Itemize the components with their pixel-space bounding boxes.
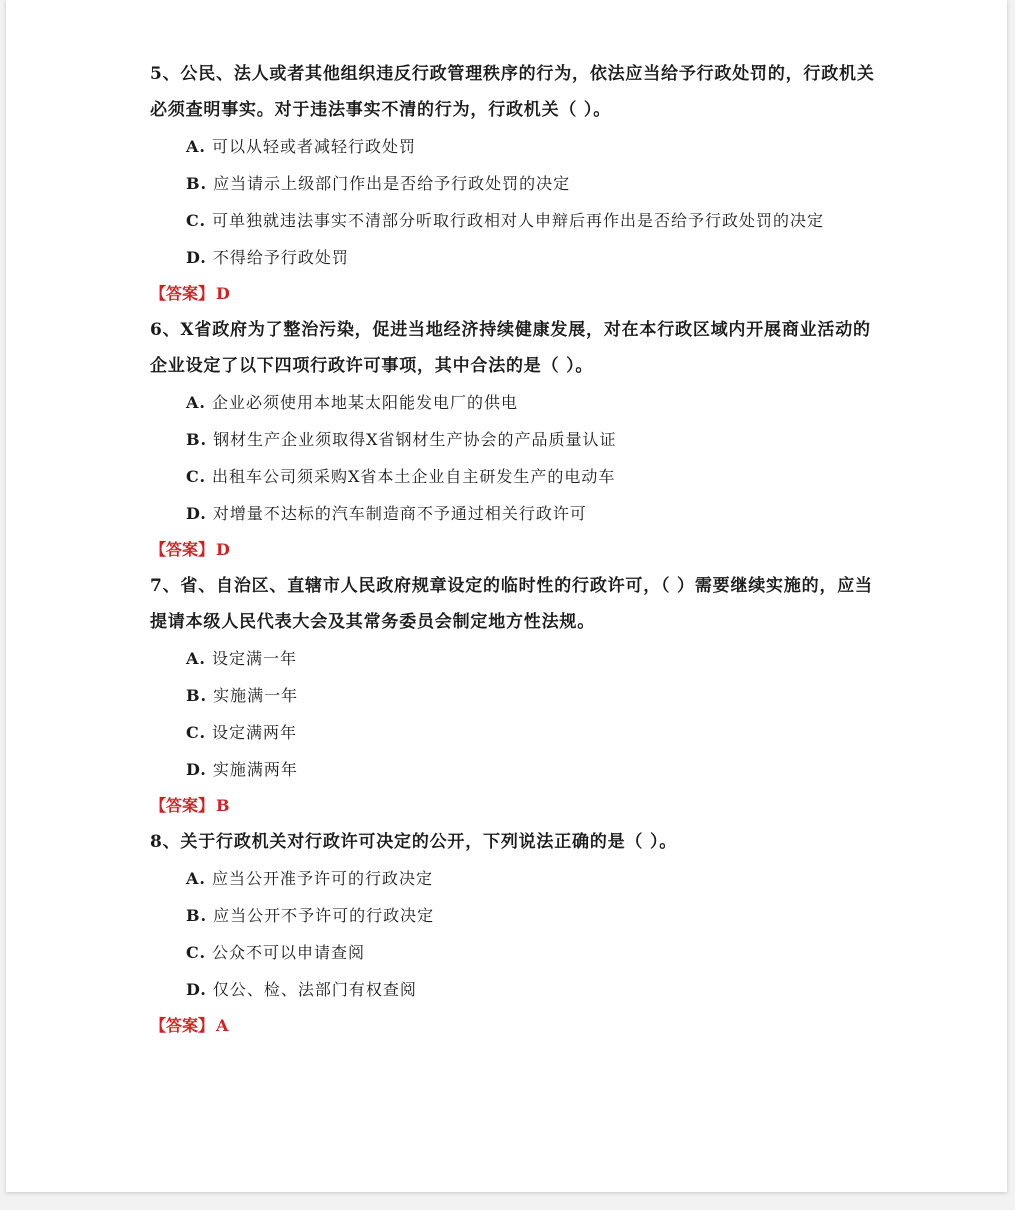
option-text: 设定满一年 [211,649,297,668]
option-d [186,751,880,788]
answer-value: D [216,284,230,303]
option-d [186,239,880,276]
option-text: 公众不可以申请查阅 [212,943,366,962]
option-text: 实施满一年 [213,686,299,705]
option-letter: B. [186,686,208,705]
document-page [6,0,1007,1192]
option-a [186,128,880,165]
option-text: 应当公开不予许可的行政决定 [213,906,435,925]
option-c [186,714,880,751]
option-text: 出租车公司须采购X省本土企业自主研发生产的电动车 [212,467,616,486]
option-list [150,860,880,1008]
option-letter: B. [186,174,208,193]
option-a [186,860,880,897]
question-5 [150,56,880,312]
option-list [150,384,880,532]
option-b [186,897,880,934]
option-text: 可以从轻或者减轻行政处罚 [211,137,416,156]
answer-label: 【答案】 [150,796,215,815]
option-a [186,384,880,421]
option-c [186,458,880,495]
option-letter: C. [186,723,207,742]
option-letter: D. [186,760,207,779]
option-letter: C. [186,467,207,486]
option-a [186,640,880,677]
option-c [186,202,880,239]
option-letter: B. [186,430,208,449]
question-6 [150,312,880,568]
option-text: 设定满两年 [212,723,298,742]
option-c [186,934,880,971]
question-8 [150,824,880,1044]
option-text: 可单独就违法事实不清部分听取行政相对人申辩后再作出是否给予行政处罚的决定 [212,211,825,230]
option-text: 应当请示上级部门作出是否给予行政处罚的决定 [213,174,571,193]
answer-label: 【答案】 [150,284,215,303]
question-stem: 5、公民、法人或者其他组织违反行政管理秩序的行为，依法应当给予行政处罚的，行政机关必须查明事实。对于违法事实不清的行为，行政机关（ ）。 [150,64,875,120]
option-text: 不得给予行政处罚 [212,248,349,267]
question-7 [150,568,880,824]
option-list [150,640,880,788]
option-letter: A. [186,137,206,156]
answer-line [150,276,880,312]
option-letter: A. [186,393,206,412]
option-b [186,677,880,714]
option-letter: D. [186,504,207,523]
question-stem: 7、省、自治区、直辖市人民政府规章设定的临时性的行政许可，（ ）需要继续实施的，应当提请本级人民代表大会及其常务委员会制定地方性法规。 [150,576,873,632]
option-b [186,421,880,458]
answer-line [150,788,880,824]
answer-line [150,1008,880,1044]
option-text: 实施满两年 [212,760,298,779]
option-letter: C. [186,211,207,230]
answer-label: 【答案】 [150,1016,215,1035]
option-d [186,495,880,532]
option-d [186,971,880,1008]
option-text: 应当公开准予许可的行政决定 [211,869,433,888]
answer-label: 【答案】 [150,540,215,559]
answer-value: B [216,796,230,815]
question-list [150,56,880,1044]
option-b [186,165,880,202]
option-letter: A. [186,869,206,888]
option-text: 仅公、检、法部门有权查阅 [212,980,417,999]
question-stem: 6、X省政府为了整治污染，促进当地经济持续健康发展，对在本行政区域内开展商业活动的企业设定了以下四项行政许可事项，其中合法的是（ ）。 [150,320,871,376]
option-letter: A. [186,649,206,668]
question-stem: 8、关于行政机关对行政许可决定的公开，下列说法正确的是（ ）。 [150,832,678,852]
option-text: 对增量不达标的汽车制造商不予通过相关行政许可 [212,504,587,523]
option-letter: C. [186,943,207,962]
answer-value: D [216,540,230,559]
option-letter: D. [186,248,207,267]
answer-value: A [216,1016,229,1035]
option-letter: D. [186,980,207,999]
option-text: 钢材生产企业须取得X省钢材生产协会的产品质量认证 [213,430,617,449]
answer-line [150,532,880,568]
option-list [150,128,880,276]
option-text: 企业必须使用本地某太阳能发电厂的供电 [211,393,518,412]
option-letter: B. [186,906,208,925]
